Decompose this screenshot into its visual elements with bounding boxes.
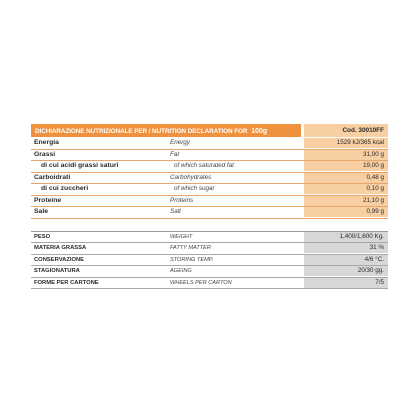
- row-value: 20/30 gg.: [304, 266, 388, 276]
- row-label-en: WHEELS PER CARTON: [170, 279, 232, 286]
- row-label-en: of which sugar: [174, 185, 215, 192]
- nutrition-row-carbohydrates: [31, 173, 388, 185]
- row-label-it: Energia: [34, 139, 59, 146]
- row-value: 1,400/1,600 Kg.: [304, 232, 388, 242]
- product-code: Cod. 30010FF: [304, 124, 388, 137]
- row-label-en: STORING TEMP.: [170, 256, 214, 263]
- row-value: 1529 kJ/365 kcal: [304, 138, 388, 148]
- row-value: 0,48 g: [304, 173, 388, 183]
- row-label-en: Energy: [170, 139, 190, 146]
- nutrition-row-proteins: [31, 196, 388, 208]
- row-value: 31,00 g: [304, 150, 388, 160]
- nutrition-unit: 100g: [251, 126, 268, 135]
- row-label-en: AGEING: [170, 268, 192, 275]
- nutrition-row-sugar: [31, 184, 388, 196]
- row-label-it: STAGIONATURA: [34, 268, 80, 275]
- product-row-storing-temp: [31, 255, 388, 267]
- product-row-weight: [31, 232, 388, 244]
- nutrition-row-energy: [31, 138, 388, 150]
- row-label-en: of which saturated fat: [174, 162, 234, 169]
- nutrition-row-fat: [31, 150, 388, 162]
- row-value: 31 %: [304, 243, 388, 253]
- product-info-table: [31, 231, 388, 290]
- row-value: 4/6 °C.: [304, 255, 388, 265]
- row-label-it: FORME PER CARTONE: [34, 279, 99, 286]
- row-label-it: Sale: [34, 208, 48, 215]
- row-label-it: PESO: [34, 233, 51, 240]
- row-value: 7/5: [304, 278, 388, 288]
- product-row-wheels-per-carton: [31, 278, 388, 290]
- row-label-it: CONSERVAZIONE: [34, 256, 85, 263]
- row-value: 19,00 g: [304, 161, 388, 171]
- row-value: 21,10 g: [304, 196, 388, 206]
- row-label-it: Proteine: [34, 196, 62, 204]
- row-label-it: di cui acidi grassi saturi: [41, 162, 119, 169]
- nutrition-title-bar: [31, 124, 301, 137]
- row-label-en: Carbohydrates: [170, 173, 212, 181]
- row-label-it: Grassi: [34, 150, 56, 158]
- row-label-it: MATERIA GRASSA: [34, 245, 87, 252]
- row-label-en: Fat: [170, 150, 180, 158]
- product-row-ageing: [31, 266, 388, 278]
- row-label-en: WEIGHT: [170, 233, 193, 240]
- row-label-en: Salt: [170, 208, 181, 215]
- nutrition-row-saturated-fat: [31, 161, 388, 173]
- product-spec-sheet: [31, 124, 388, 289]
- nutrition-title: DICHIARAZIONE NUTRIZIONALE PER / NUTRITION DECLARATION FOR: [35, 128, 248, 135]
- nutrition-header: [31, 124, 388, 138]
- row-value: 0,10 g: [304, 184, 388, 194]
- row-label-en: Proteins: [170, 196, 194, 204]
- row-label-it: di cui zuccheri: [41, 185, 89, 192]
- row-label-en: FATTY MATTER: [170, 245, 211, 252]
- nutrition-row-salt: [31, 207, 388, 219]
- product-row-fatty-matter: [31, 243, 388, 255]
- row-value: 0,99 g: [304, 207, 388, 217]
- row-label-it: Carboidrati: [34, 173, 71, 181]
